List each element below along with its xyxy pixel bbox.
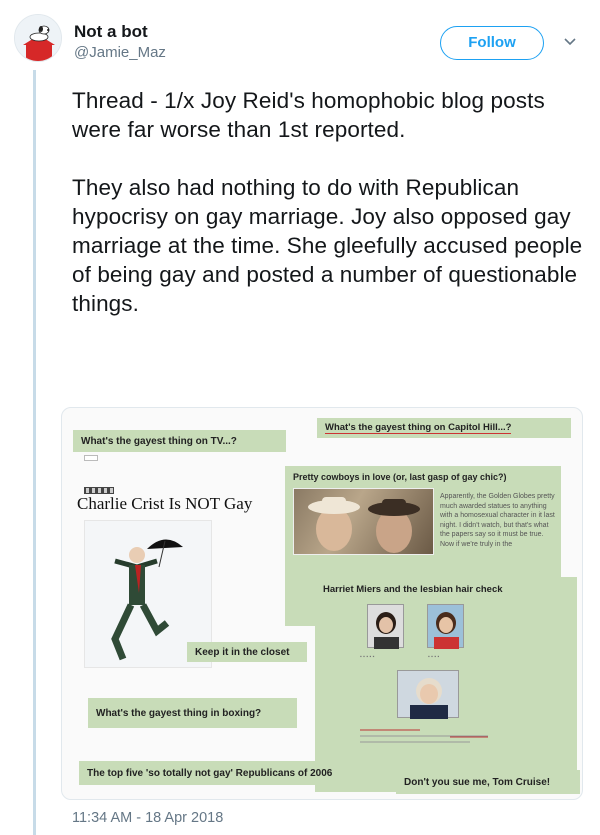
placeholder-image — [84, 455, 98, 461]
label-capitol-hill — [317, 418, 571, 438]
portrait-2 — [427, 604, 464, 648]
capitol-building-icon — [84, 481, 166, 491]
label-tv-text: What's the gayest thing on TV...? — [81, 435, 237, 447]
portrait-3 — [397, 670, 459, 718]
label-top-five — [79, 761, 345, 785]
harriet-footnote — [360, 726, 490, 750]
label-closet — [187, 642, 307, 662]
label-boxing-text: What's the gayest thing in boxing? — [96, 707, 262, 719]
display-name[interactable]: Not a bot — [74, 22, 148, 41]
chevron-down-icon[interactable] — [562, 34, 578, 50]
follow-button[interactable]: Follow — [440, 26, 544, 60]
label-tv — [73, 430, 286, 452]
snoopy-doghouse-icon — [15, 15, 62, 62]
label-cruise-text: Don't you sue me, Tom Cruise! — [404, 776, 551, 788]
caption-2: ▪ ▪ ▪ ▪ — [428, 654, 440, 660]
caption-1: ▪ ▪ ▪ ▪ ▪ — [360, 654, 375, 660]
label-harriet-text: Harriet Miers and the lesbian hair check — [323, 584, 503, 595]
cowboys-photo — [293, 488, 434, 555]
user-handle[interactable]: @Jamie_Maz — [74, 44, 166, 61]
tweet-timestamp[interactable]: 11:34 AM - 18 Apr 2018 — [72, 810, 224, 826]
avatar[interactable] — [14, 14, 62, 62]
crist-headline: Charlie Crist Is NOT Gay — [77, 494, 253, 513]
tweet-media-image[interactable] — [61, 407, 583, 800]
label-cruise — [396, 770, 580, 794]
label-capitol-hill-text: What's the gayest thing on Capitol Hill...? — [325, 422, 512, 433]
portrait-1 — [367, 604, 404, 648]
tweet-text: Thread - 1/x Joy Reid's homophobic blog posts were far worse than 1st reported. They also had nothing to do with Republican hypocrisy on gay marriage. Joy also opposed gay marriage at the time. She gleefully accused people of being gay and posted a number of questionable things. — [72, 88, 583, 316]
label-closet-text: Keep it in the closet — [195, 646, 290, 658]
label-cowboys-text: Pretty cowboys in love (or, last gasp of gay chic?) — [293, 472, 507, 482]
label-boxing — [88, 698, 297, 728]
cowboys-text: Apparently, the Golden Globes pretty much awarded statues to anything with a homosexual character in it last night. I didn't watch, but that's what the papers say so it must be true. Now if we're truly in the — [440, 493, 555, 548]
thread-line — [33, 70, 36, 835]
label-top-five-text: The top five 'so totally not gay' Republicans of 2006 — [87, 767, 333, 779]
